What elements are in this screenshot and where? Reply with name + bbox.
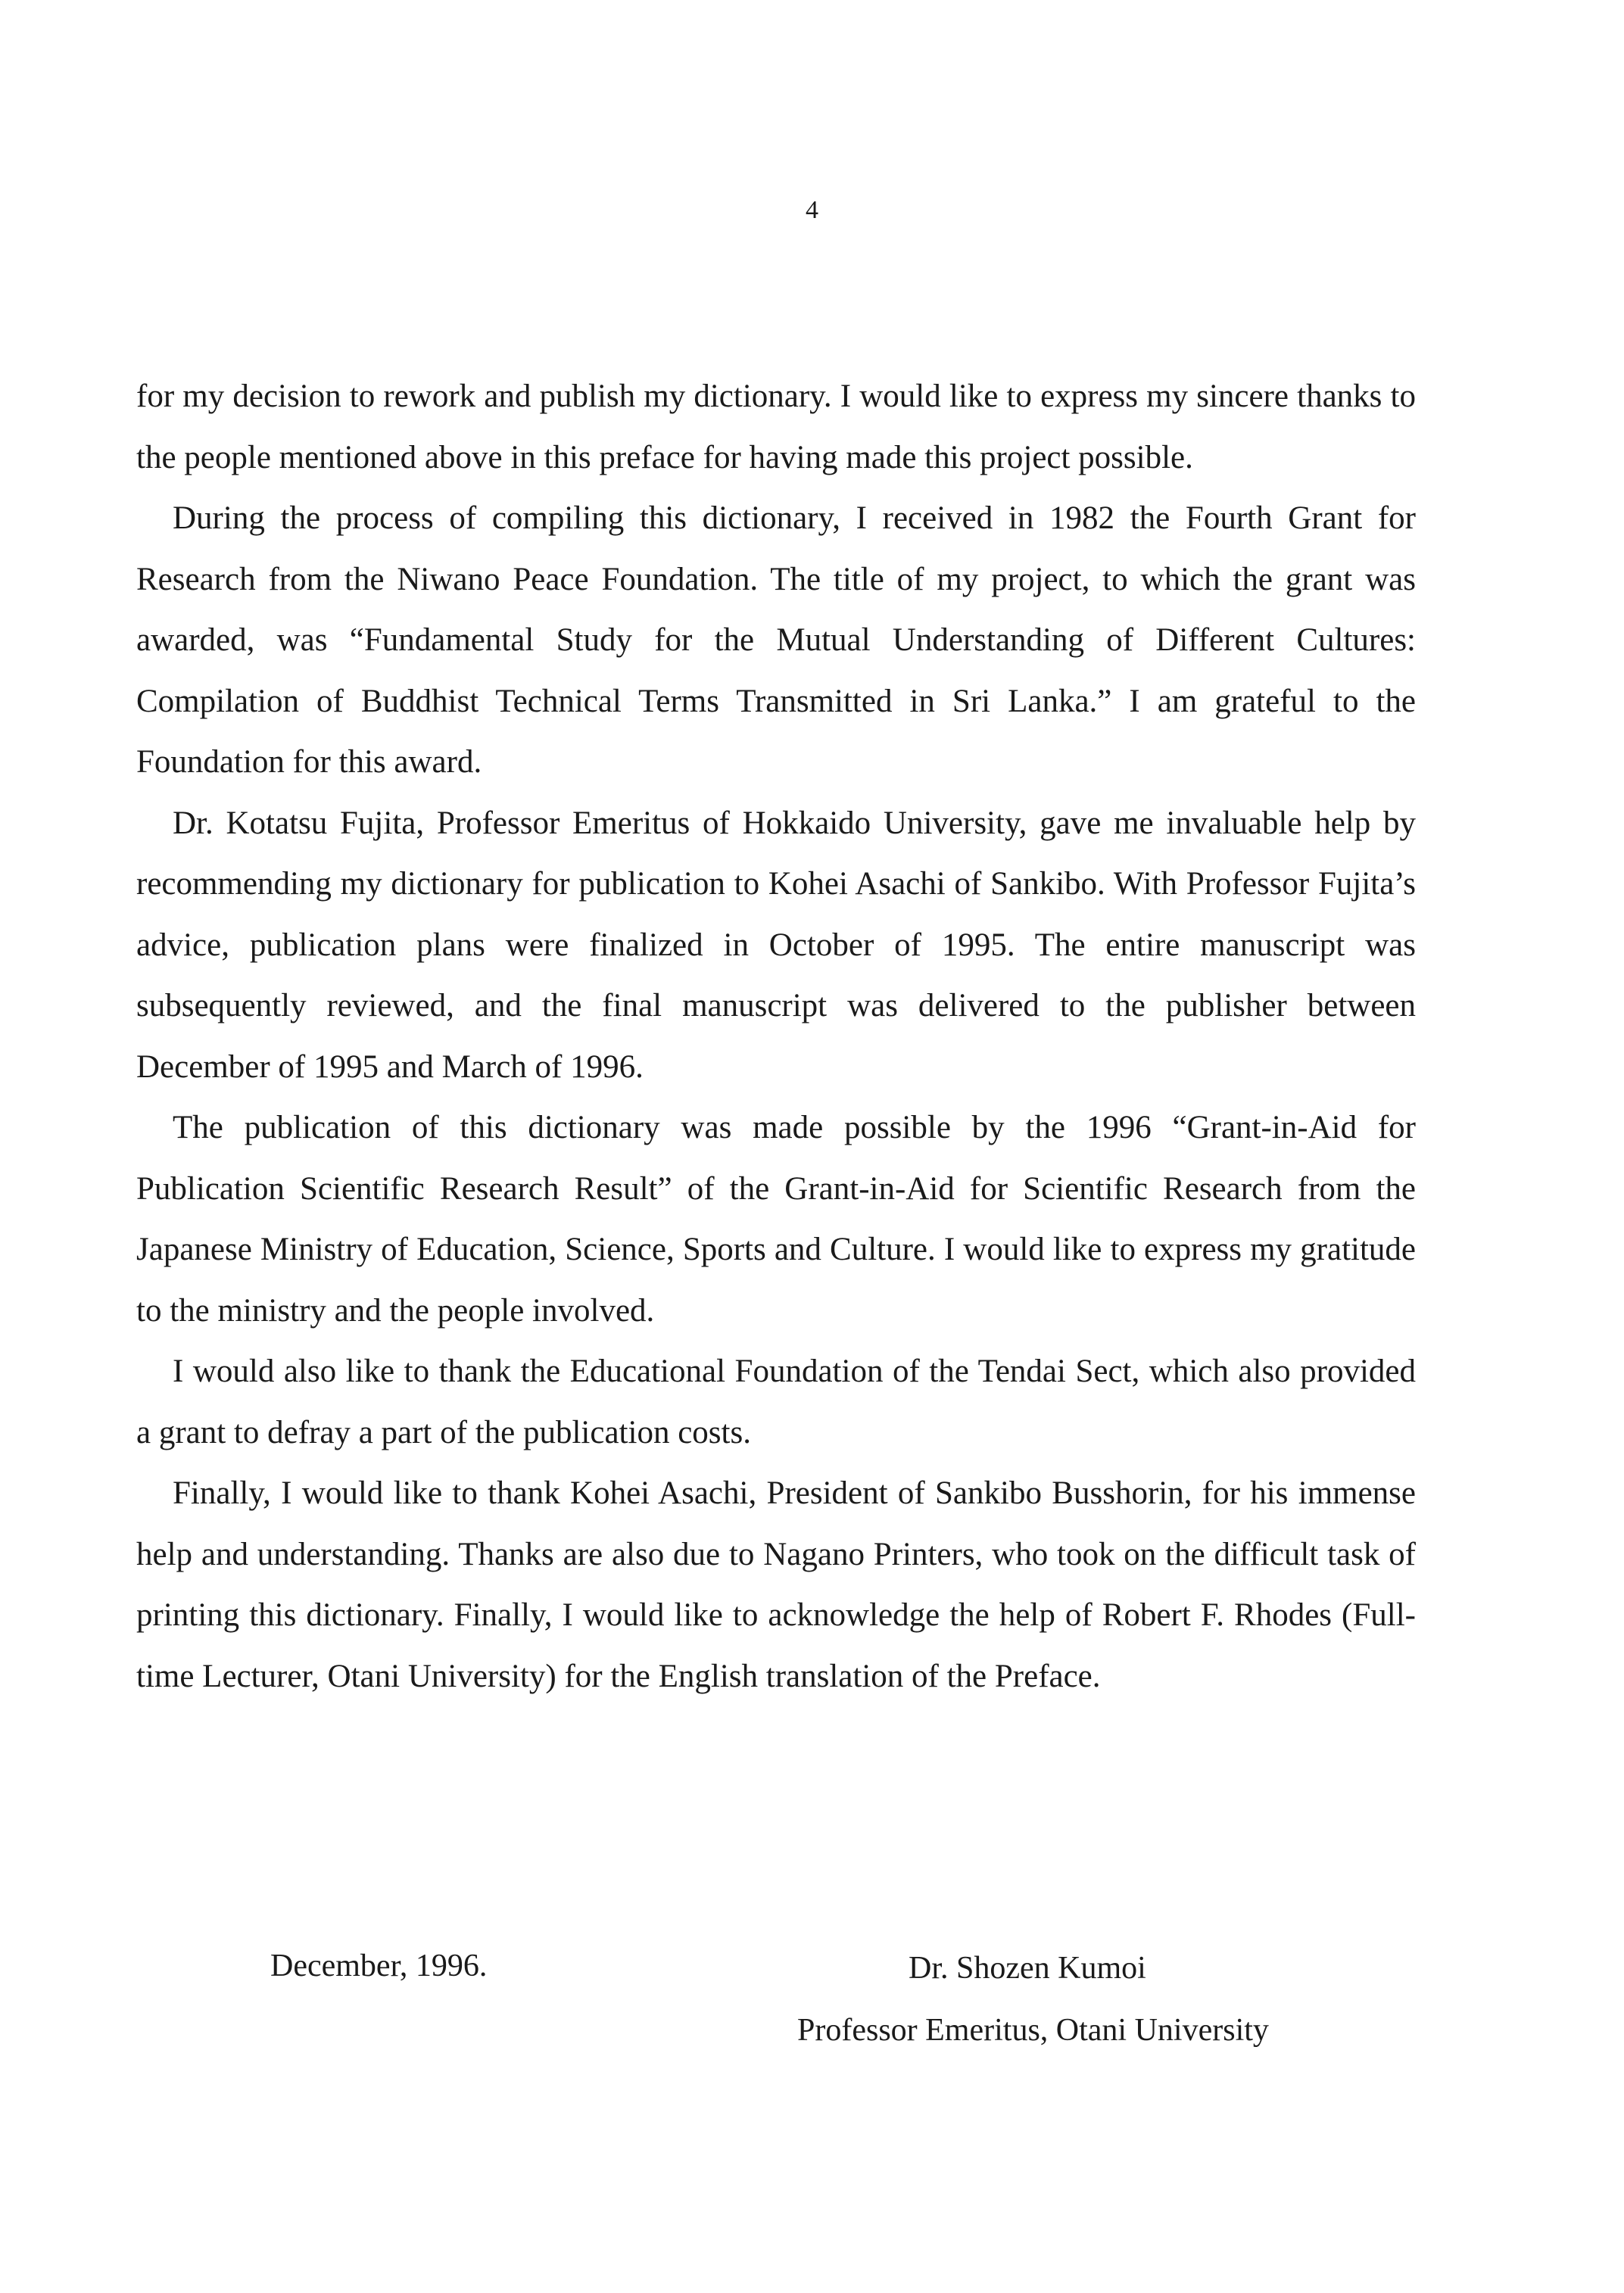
paragraph-acknowledgements: Finally, I would like to thank Kohei Asachi, President of Sankibo Busshorin, for his immense help and understanding. Thanks are also due to Nagano Printers, who took on the difficult task of printing this dictionary. Finally, I would like to acknowledge the help of Robert F. Rhodes (Full-time Lecturer, Otani University) for the English translation of the Preface. [136, 1475, 1416, 1694]
page-number: 4 [806, 196, 818, 224]
signature-name: Dr. Shozen Kumoi [909, 1951, 1146, 1986]
signature-title: Professor Emeritus, Otani University [797, 2013, 1269, 2048]
signature-date: December, 1996. [270, 1949, 488, 1983]
preface-body [136, 366, 1416, 1707]
paragraph-continuation: for my decision to rework and publish my dictionary. I would like to express my sincere thanks to the people mentioned above in this preface for having made this project possible. [136, 379, 1416, 475]
paragraph-ministry-grant: The publication of this dictionary was made possible by the 1996 “Grant-in-Aid for Publication Scientific Research Result” of the Grant-in-Aid for Scientific Research from the Japanese Ministry of Education, Science, Sports and Culture. I would like to express my gratitude to the ministry and the people involved. [136, 1110, 1416, 1329]
paragraph-fujita-help: Dr. Kotatsu Fujita, Professor Emeritus of Hokkaido University, gave me invaluable help by recommending my dictionary for publication to Kohei Asachi of Sankibo. With Professor Fujita’s advice, publication plans were finalized in October of 1995. The entire manuscript was subsequently reviewed, and the final manuscript was delivered to the publisher between December of 1995 and March of 1996. [136, 805, 1416, 1085]
paragraph-tendai-foundation: I would also like to thank the Educational Foundation of the Tendai Sect, which also provided a grant to defray a part of the publication costs. [136, 1354, 1416, 1450]
paragraph-niwano-grant: During the process of compiling this dictionary, I received in 1982 the Fourth Grant for Research from the Niwano Peace Foundation. The title of my project, to which the grant was awarded, was “Fundamental Study for the Mutual Understanding of Different Cultures: Compilation of Buddhist Technical Terms Transmitted in Sri Lanka.” I am grateful to the Foundation for this award. [136, 500, 1416, 780]
